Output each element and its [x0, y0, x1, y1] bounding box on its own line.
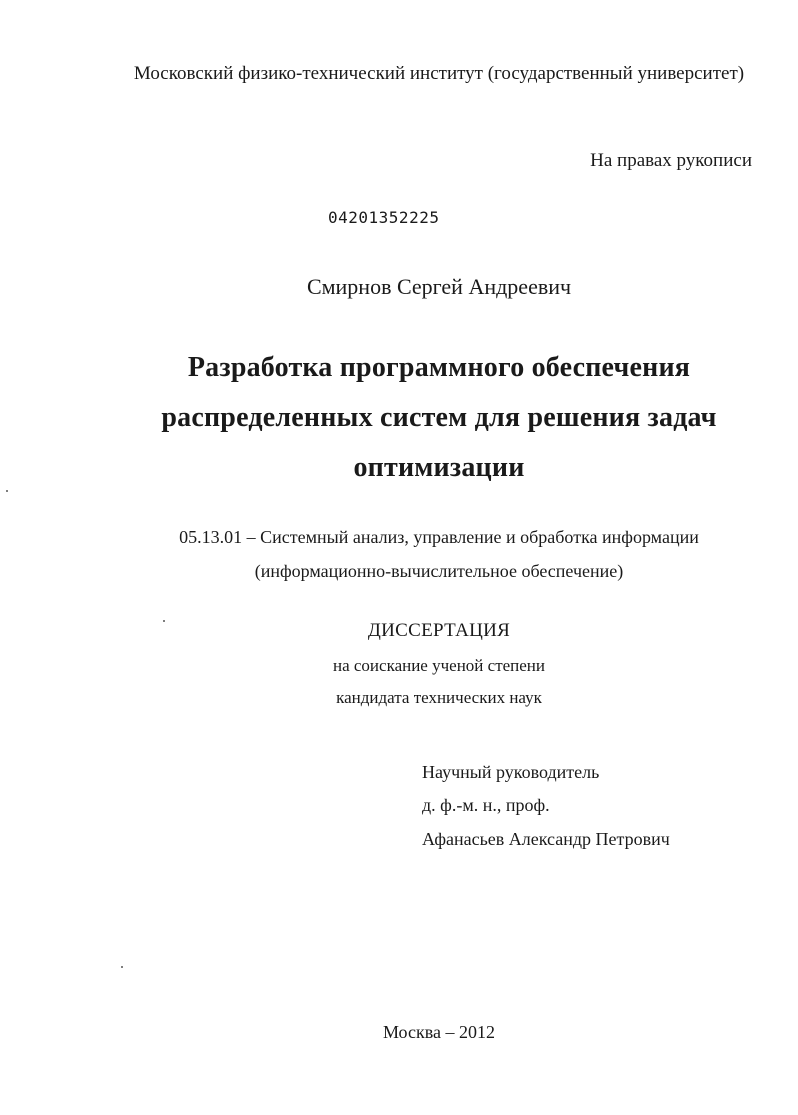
specialty-subline: (информационно-вычислительное обеспечение) — [254, 561, 624, 581]
dissertation-heading: ДИССЕРТАЦИЯ — [367, 620, 511, 641]
title-line-1: Разработка программного обеспечения — [187, 352, 691, 383]
supervisor-name: Афанасьев Александр Петрович — [422, 829, 670, 849]
institution-name: Московский физико-технический институт (государственный университет) — [133, 63, 745, 84]
city-year: Москва – 2012 — [383, 1022, 495, 1042]
author-name: Смирнов Сергей Андреевич — [306, 274, 572, 299]
title-line-3: оптимизации — [353, 452, 525, 483]
specialty-code-line: 05.13.01 – Системный анализ, управление и обработка информации — [179, 527, 699, 547]
scan-speck — [121, 966, 123, 968]
supervisor-role: Научный руководитель — [422, 762, 600, 782]
scan-speck — [6, 490, 8, 492]
degree-line-2: кандидата технических наук — [336, 688, 542, 707]
scan-speck — [163, 620, 165, 622]
rights-note: На правах рукописи — [590, 150, 752, 171]
stamp-number: 04201352225 — [328, 208, 440, 227]
supervisor-degree: д. ф.-м. н., проф. — [422, 795, 550, 815]
title-line-2: распределенных систем для решения задач — [161, 402, 717, 433]
degree-line-1: на соискание ученой степени — [332, 656, 546, 675]
